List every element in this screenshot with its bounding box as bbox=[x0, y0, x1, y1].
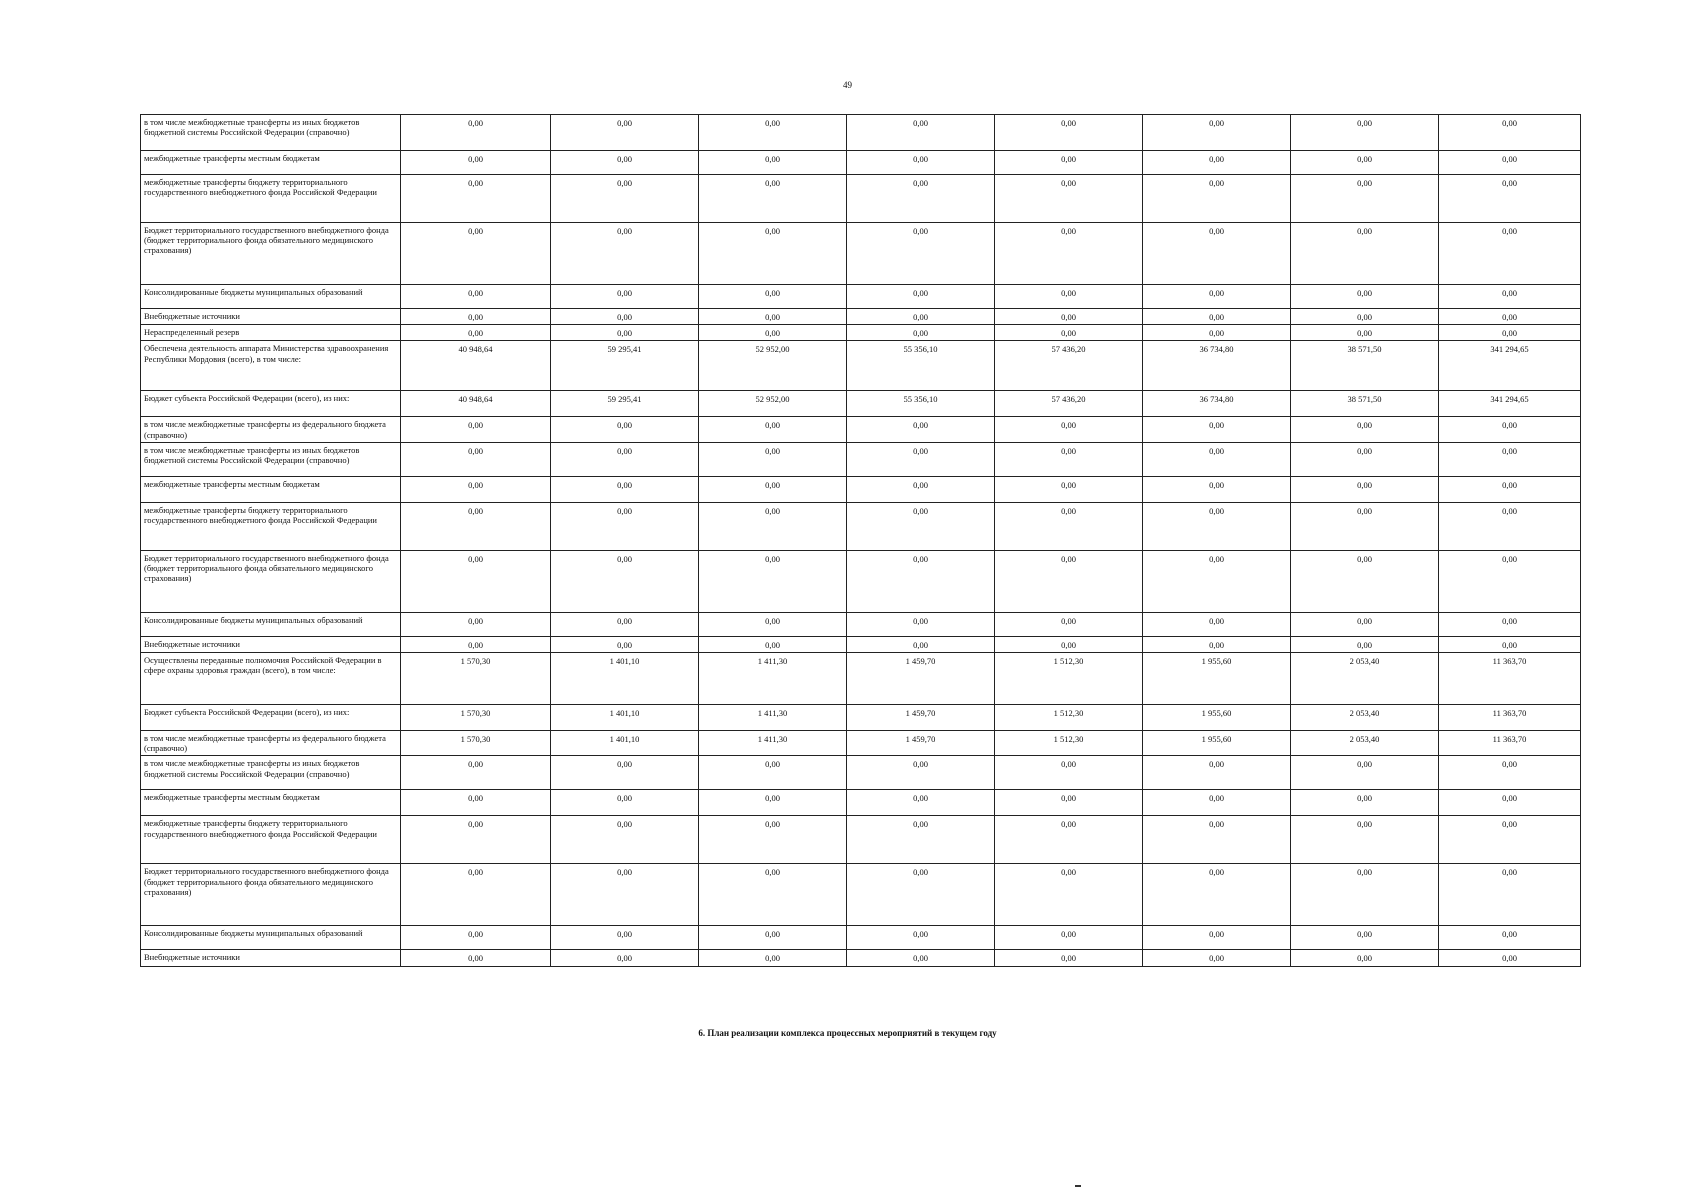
value-cell: 0,00 bbox=[1143, 476, 1291, 502]
value-cell: 0,00 bbox=[847, 175, 995, 223]
value-cell: 0,00 bbox=[1143, 309, 1291, 325]
table-row bbox=[141, 704, 1581, 730]
value-cell: 0,00 bbox=[995, 502, 1143, 550]
table-row bbox=[141, 926, 1581, 950]
value-cell: 0,00 bbox=[401, 417, 551, 442]
value-cell: 0,00 bbox=[401, 864, 551, 926]
scan-mark bbox=[1075, 1185, 1081, 1187]
value-cell: 0,00 bbox=[1143, 115, 1291, 151]
value-cell: 0,00 bbox=[1291, 756, 1439, 790]
value-cell: 0,00 bbox=[401, 950, 551, 966]
row-label: в том числе межбюджетные трансферты из иных бюджетов бюджетной системы Российской Федерации (справочно) bbox=[141, 756, 401, 790]
value-cell: 0,00 bbox=[847, 636, 995, 652]
value-cell: 0,00 bbox=[847, 115, 995, 151]
value-cell: 0,00 bbox=[995, 756, 1143, 790]
value-cell: 0,00 bbox=[699, 502, 847, 550]
value-cell: 0,00 bbox=[551, 442, 699, 476]
value-cell: 0,00 bbox=[995, 285, 1143, 309]
value-cell: 0,00 bbox=[1291, 502, 1439, 550]
value-cell: 0,00 bbox=[551, 636, 699, 652]
value-cell: 0,00 bbox=[995, 417, 1143, 442]
value-cell: 0,00 bbox=[401, 151, 551, 175]
value-cell: 0,00 bbox=[1291, 476, 1439, 502]
value-cell: 0,00 bbox=[551, 175, 699, 223]
value-cell: 0,00 bbox=[995, 864, 1143, 926]
value-cell: 0,00 bbox=[1439, 417, 1581, 442]
table-row bbox=[141, 417, 1581, 442]
value-cell: 0,00 bbox=[847, 864, 995, 926]
value-cell: 0,00 bbox=[1143, 502, 1291, 550]
value-cell: 0,00 bbox=[847, 476, 995, 502]
row-label: межбюджетные трансферты местным бюджетам bbox=[141, 790, 401, 816]
value-cell: 0,00 bbox=[847, 442, 995, 476]
row-label: Бюджет территориального государственного внебюджетного фонда (бюджет территориального фонда обязательного медицинского страхования) bbox=[141, 550, 401, 612]
value-cell: 0,00 bbox=[401, 285, 551, 309]
row-label: Внебюджетные источники bbox=[141, 636, 401, 652]
value-cell: 0,00 bbox=[1143, 756, 1291, 790]
row-label: Внебюджетные источники bbox=[141, 950, 401, 966]
value-cell: 0,00 bbox=[1143, 612, 1291, 636]
value-cell: 57 436,20 bbox=[995, 341, 1143, 391]
value-cell: 0,00 bbox=[401, 816, 551, 864]
value-cell: 0,00 bbox=[551, 502, 699, 550]
value-cell: 0,00 bbox=[1291, 950, 1439, 966]
value-cell: 0,00 bbox=[551, 417, 699, 442]
value-cell: 40 948,64 bbox=[401, 391, 551, 417]
value-cell: 0,00 bbox=[1291, 816, 1439, 864]
value-cell: 0,00 bbox=[1143, 151, 1291, 175]
value-cell: 0,00 bbox=[401, 175, 551, 223]
value-cell: 0,00 bbox=[699, 636, 847, 652]
budget-table bbox=[140, 114, 1581, 967]
value-cell: 0,00 bbox=[847, 816, 995, 864]
row-label: межбюджетные трансферты бюджету территориального государственного внебюджетного фонда Российской Федерации bbox=[141, 502, 401, 550]
value-cell: 0,00 bbox=[1439, 115, 1581, 151]
value-cell: 0,00 bbox=[551, 476, 699, 502]
value-cell: 1 955,60 bbox=[1143, 704, 1291, 730]
value-cell: 57 436,20 bbox=[995, 391, 1143, 417]
value-cell: 0,00 bbox=[1291, 926, 1439, 950]
value-cell: 0,00 bbox=[1143, 550, 1291, 612]
value-cell: 0,00 bbox=[1143, 223, 1291, 285]
row-label: Бюджет субъекта Российской Федерации (всего), из них: bbox=[141, 704, 401, 730]
value-cell: 0,00 bbox=[1291, 325, 1439, 341]
table-row bbox=[141, 223, 1581, 285]
section-heading: 6. План реализации комплекса процессных мероприятий в текущем году bbox=[698, 1028, 997, 1038]
value-cell: 0,00 bbox=[1439, 950, 1581, 966]
value-cell: 0,00 bbox=[551, 550, 699, 612]
value-cell: 0,00 bbox=[699, 151, 847, 175]
row-label: Консолидированные бюджеты муниципальных образований bbox=[141, 612, 401, 636]
table-body bbox=[141, 115, 1581, 967]
value-cell: 0,00 bbox=[551, 612, 699, 636]
value-cell: 1 411,30 bbox=[699, 704, 847, 730]
value-cell: 0,00 bbox=[401, 325, 551, 341]
value-cell: 0,00 bbox=[401, 636, 551, 652]
table-row bbox=[141, 325, 1581, 341]
value-cell: 0,00 bbox=[699, 756, 847, 790]
value-cell: 0,00 bbox=[1439, 285, 1581, 309]
value-cell: 0,00 bbox=[699, 223, 847, 285]
value-cell: 0,00 bbox=[1143, 864, 1291, 926]
value-cell: 59 295,41 bbox=[551, 341, 699, 391]
table-row bbox=[141, 816, 1581, 864]
value-cell: 0,00 bbox=[401, 926, 551, 950]
value-cell: 0,00 bbox=[1439, 175, 1581, 223]
value-cell: 0,00 bbox=[401, 550, 551, 612]
row-label: Бюджет субъекта Российской Федерации (всего), из них: bbox=[141, 391, 401, 417]
value-cell: 0,00 bbox=[551, 816, 699, 864]
value-cell: 1 401,10 bbox=[551, 704, 699, 730]
value-cell: 0,00 bbox=[1439, 325, 1581, 341]
value-cell: 0,00 bbox=[551, 864, 699, 926]
value-cell: 0,00 bbox=[401, 612, 551, 636]
value-cell: 0,00 bbox=[699, 325, 847, 341]
value-cell: 0,00 bbox=[847, 756, 995, 790]
value-cell: 0,00 bbox=[551, 950, 699, 966]
value-cell: 36 734,80 bbox=[1143, 391, 1291, 417]
table-row bbox=[141, 612, 1581, 636]
table-row bbox=[141, 151, 1581, 175]
value-cell: 38 571,50 bbox=[1291, 341, 1439, 391]
row-label: в том числе межбюджетные трансферты из иных бюджетов бюджетной системы Российской Федерации (справочно) bbox=[141, 115, 401, 151]
value-cell: 0,00 bbox=[699, 864, 847, 926]
value-cell: 0,00 bbox=[1143, 325, 1291, 341]
value-cell: 0,00 bbox=[847, 309, 995, 325]
value-cell: 0,00 bbox=[551, 223, 699, 285]
value-cell: 0,00 bbox=[995, 175, 1143, 223]
table-row bbox=[141, 502, 1581, 550]
table-row bbox=[141, 864, 1581, 926]
value-cell: 0,00 bbox=[551, 115, 699, 151]
value-cell: 0,00 bbox=[847, 612, 995, 636]
value-cell: 0,00 bbox=[1439, 756, 1581, 790]
row-label: Бюджет территориального государственного внебюджетного фонда (бюджет территориального фонда обязательного медицинского страхования) bbox=[141, 223, 401, 285]
row-label: в том числе межбюджетные трансферты из иных бюджетов бюджетной системы Российской Федерации (справочно) bbox=[141, 442, 401, 476]
table-row bbox=[141, 790, 1581, 816]
value-cell: 2 053,40 bbox=[1291, 652, 1439, 704]
table-row bbox=[141, 550, 1581, 612]
value-cell: 0,00 bbox=[551, 756, 699, 790]
row-label: Нераспределенный резерв bbox=[141, 325, 401, 341]
table-row bbox=[141, 730, 1581, 755]
value-cell: 1 411,30 bbox=[699, 730, 847, 755]
value-cell: 0,00 bbox=[847, 325, 995, 341]
value-cell: 0,00 bbox=[1439, 790, 1581, 816]
row-label: в том числе межбюджетные трансферты из федерального бюджета (справочно) bbox=[141, 730, 401, 755]
value-cell: 0,00 bbox=[401, 756, 551, 790]
value-cell: 52 952,00 bbox=[699, 341, 847, 391]
value-cell: 0,00 bbox=[1143, 417, 1291, 442]
value-cell: 0,00 bbox=[699, 550, 847, 612]
value-cell: 0,00 bbox=[1291, 175, 1439, 223]
value-cell: 0,00 bbox=[1291, 612, 1439, 636]
table-row bbox=[141, 391, 1581, 417]
value-cell: 0,00 bbox=[995, 636, 1143, 652]
value-cell: 0,00 bbox=[551, 285, 699, 309]
value-cell: 1 512,30 bbox=[995, 704, 1143, 730]
table-row bbox=[141, 652, 1581, 704]
value-cell: 0,00 bbox=[699, 285, 847, 309]
value-cell: 0,00 bbox=[1439, 502, 1581, 550]
value-cell: 341 294,65 bbox=[1439, 341, 1581, 391]
value-cell: 0,00 bbox=[401, 502, 551, 550]
value-cell: 0,00 bbox=[401, 476, 551, 502]
row-label: Консолидированные бюджеты муниципальных образований bbox=[141, 285, 401, 309]
value-cell: 0,00 bbox=[551, 309, 699, 325]
value-cell: 0,00 bbox=[1291, 285, 1439, 309]
value-cell: 0,00 bbox=[1291, 309, 1439, 325]
value-cell: 0,00 bbox=[995, 442, 1143, 476]
row-label: межбюджетные трансферты местным бюджетам bbox=[141, 476, 401, 502]
table-row bbox=[141, 115, 1581, 151]
value-cell: 0,00 bbox=[1291, 864, 1439, 926]
value-cell: 0,00 bbox=[847, 151, 995, 175]
value-cell: 0,00 bbox=[847, 417, 995, 442]
value-cell: 0,00 bbox=[1439, 864, 1581, 926]
value-cell: 0,00 bbox=[847, 790, 995, 816]
value-cell: 1 955,60 bbox=[1143, 730, 1291, 755]
value-cell: 0,00 bbox=[401, 309, 551, 325]
value-cell: 11 363,70 bbox=[1439, 704, 1581, 730]
row-label: Обеспечена деятельность аппарата Министерства здравоохранения Республики Мордовия (всего), в том числе: bbox=[141, 341, 401, 391]
value-cell: 1 401,10 bbox=[551, 652, 699, 704]
value-cell: 0,00 bbox=[995, 325, 1143, 341]
value-cell: 0,00 bbox=[1291, 442, 1439, 476]
value-cell: 1 570,30 bbox=[401, 730, 551, 755]
value-cell: 0,00 bbox=[699, 115, 847, 151]
table-row bbox=[141, 309, 1581, 325]
value-cell: 0,00 bbox=[1143, 285, 1291, 309]
value-cell: 1 459,70 bbox=[847, 730, 995, 755]
row-label: Внебюджетные источники bbox=[141, 309, 401, 325]
value-cell: 0,00 bbox=[551, 790, 699, 816]
value-cell: 0,00 bbox=[699, 476, 847, 502]
value-cell: 0,00 bbox=[1439, 223, 1581, 285]
table-row bbox=[141, 175, 1581, 223]
value-cell: 0,00 bbox=[401, 442, 551, 476]
value-cell: 0,00 bbox=[551, 926, 699, 950]
table-row bbox=[141, 756, 1581, 790]
value-cell: 1 512,30 bbox=[995, 730, 1143, 755]
value-cell: 0,00 bbox=[1143, 636, 1291, 652]
row-label: в том числе межбюджетные трансферты из федерального бюджета (справочно) bbox=[141, 417, 401, 442]
value-cell: 0,00 bbox=[699, 950, 847, 966]
value-cell: 0,00 bbox=[995, 790, 1143, 816]
value-cell: 1 512,30 bbox=[995, 652, 1143, 704]
table-row bbox=[141, 476, 1581, 502]
value-cell: 0,00 bbox=[1439, 816, 1581, 864]
value-cell: 1 955,60 bbox=[1143, 652, 1291, 704]
value-cell: 0,00 bbox=[1439, 612, 1581, 636]
value-cell: 0,00 bbox=[401, 115, 551, 151]
row-label: межбюджетные трансферты бюджету территориального государственного внебюджетного фонда Российской Федерации bbox=[141, 175, 401, 223]
table-row bbox=[141, 950, 1581, 966]
value-cell: 0,00 bbox=[995, 550, 1143, 612]
value-cell: 0,00 bbox=[699, 309, 847, 325]
value-cell: 0,00 bbox=[1439, 926, 1581, 950]
value-cell: 0,00 bbox=[1439, 151, 1581, 175]
value-cell: 0,00 bbox=[699, 417, 847, 442]
value-cell: 1 411,30 bbox=[699, 652, 847, 704]
value-cell: 1 570,30 bbox=[401, 704, 551, 730]
value-cell: 0,00 bbox=[1439, 636, 1581, 652]
value-cell: 11 363,70 bbox=[1439, 730, 1581, 755]
value-cell: 0,00 bbox=[1291, 417, 1439, 442]
value-cell: 0,00 bbox=[699, 926, 847, 950]
value-cell: 0,00 bbox=[995, 151, 1143, 175]
value-cell: 0,00 bbox=[1291, 636, 1439, 652]
value-cell: 0,00 bbox=[995, 309, 1143, 325]
value-cell: 55 356,10 bbox=[847, 341, 995, 391]
value-cell: 1 570,30 bbox=[401, 652, 551, 704]
value-cell: 0,00 bbox=[1291, 223, 1439, 285]
value-cell: 0,00 bbox=[1291, 790, 1439, 816]
value-cell: 0,00 bbox=[995, 612, 1143, 636]
row-label: межбюджетные трансферты бюджету территориального государственного внебюджетного фонда Российской Федерации bbox=[141, 816, 401, 864]
value-cell: 0,00 bbox=[847, 950, 995, 966]
value-cell: 0,00 bbox=[1143, 790, 1291, 816]
value-cell: 0,00 bbox=[847, 502, 995, 550]
page-number: 49 bbox=[843, 80, 852, 90]
table-row bbox=[141, 341, 1581, 391]
value-cell: 52 952,00 bbox=[699, 391, 847, 417]
value-cell: 0,00 bbox=[401, 790, 551, 816]
row-label: Осуществлены переданные полномочия Российской Федерации в сфере охраны здоровья граждан (всего), в том числе: bbox=[141, 652, 401, 704]
value-cell: 0,00 bbox=[847, 285, 995, 309]
value-cell: 0,00 bbox=[1439, 476, 1581, 502]
value-cell: 0,00 bbox=[1143, 816, 1291, 864]
value-cell: 0,00 bbox=[551, 325, 699, 341]
table-row bbox=[141, 442, 1581, 476]
value-cell: 2 053,40 bbox=[1291, 704, 1439, 730]
table-row bbox=[141, 636, 1581, 652]
value-cell: 0,00 bbox=[699, 175, 847, 223]
value-cell: 0,00 bbox=[699, 442, 847, 476]
value-cell: 0,00 bbox=[1143, 926, 1291, 950]
value-cell: 55 356,10 bbox=[847, 391, 995, 417]
value-cell: 0,00 bbox=[1291, 550, 1439, 612]
value-cell: 0,00 bbox=[401, 223, 551, 285]
value-cell: 341 294,65 bbox=[1439, 391, 1581, 417]
value-cell: 0,00 bbox=[1143, 950, 1291, 966]
value-cell: 0,00 bbox=[1439, 550, 1581, 612]
value-cell: 0,00 bbox=[847, 926, 995, 950]
value-cell: 0,00 bbox=[995, 926, 1143, 950]
value-cell: 0,00 bbox=[995, 223, 1143, 285]
value-cell: 0,00 bbox=[1143, 442, 1291, 476]
value-cell: 2 053,40 bbox=[1291, 730, 1439, 755]
value-cell: 11 363,70 bbox=[1439, 652, 1581, 704]
value-cell: 0,00 bbox=[995, 816, 1143, 864]
row-label: межбюджетные трансферты местным бюджетам bbox=[141, 151, 401, 175]
value-cell: 0,00 bbox=[1291, 115, 1439, 151]
value-cell: 0,00 bbox=[1439, 309, 1581, 325]
row-label: Консолидированные бюджеты муниципальных образований bbox=[141, 926, 401, 950]
value-cell: 0,00 bbox=[1439, 442, 1581, 476]
value-cell: 0,00 bbox=[995, 950, 1143, 966]
value-cell: 0,00 bbox=[847, 550, 995, 612]
value-cell: 36 734,80 bbox=[1143, 341, 1291, 391]
value-cell: 59 295,41 bbox=[551, 391, 699, 417]
value-cell: 0,00 bbox=[551, 151, 699, 175]
value-cell: 0,00 bbox=[699, 816, 847, 864]
value-cell: 1 459,70 bbox=[847, 652, 995, 704]
value-cell: 0,00 bbox=[699, 790, 847, 816]
value-cell: 0,00 bbox=[1143, 175, 1291, 223]
value-cell: 38 571,50 bbox=[1291, 391, 1439, 417]
value-cell: 0,00 bbox=[699, 612, 847, 636]
value-cell: 1 459,70 bbox=[847, 704, 995, 730]
table-row bbox=[141, 285, 1581, 309]
value-cell: 0,00 bbox=[995, 476, 1143, 502]
value-cell: 0,00 bbox=[995, 115, 1143, 151]
value-cell: 0,00 bbox=[1291, 151, 1439, 175]
value-cell: 40 948,64 bbox=[401, 341, 551, 391]
row-label: Бюджет территориального государственного внебюджетного фонда (бюджет территориального фонда обязательного медицинского страхования) bbox=[141, 864, 401, 926]
value-cell: 0,00 bbox=[847, 223, 995, 285]
value-cell: 1 401,10 bbox=[551, 730, 699, 755]
